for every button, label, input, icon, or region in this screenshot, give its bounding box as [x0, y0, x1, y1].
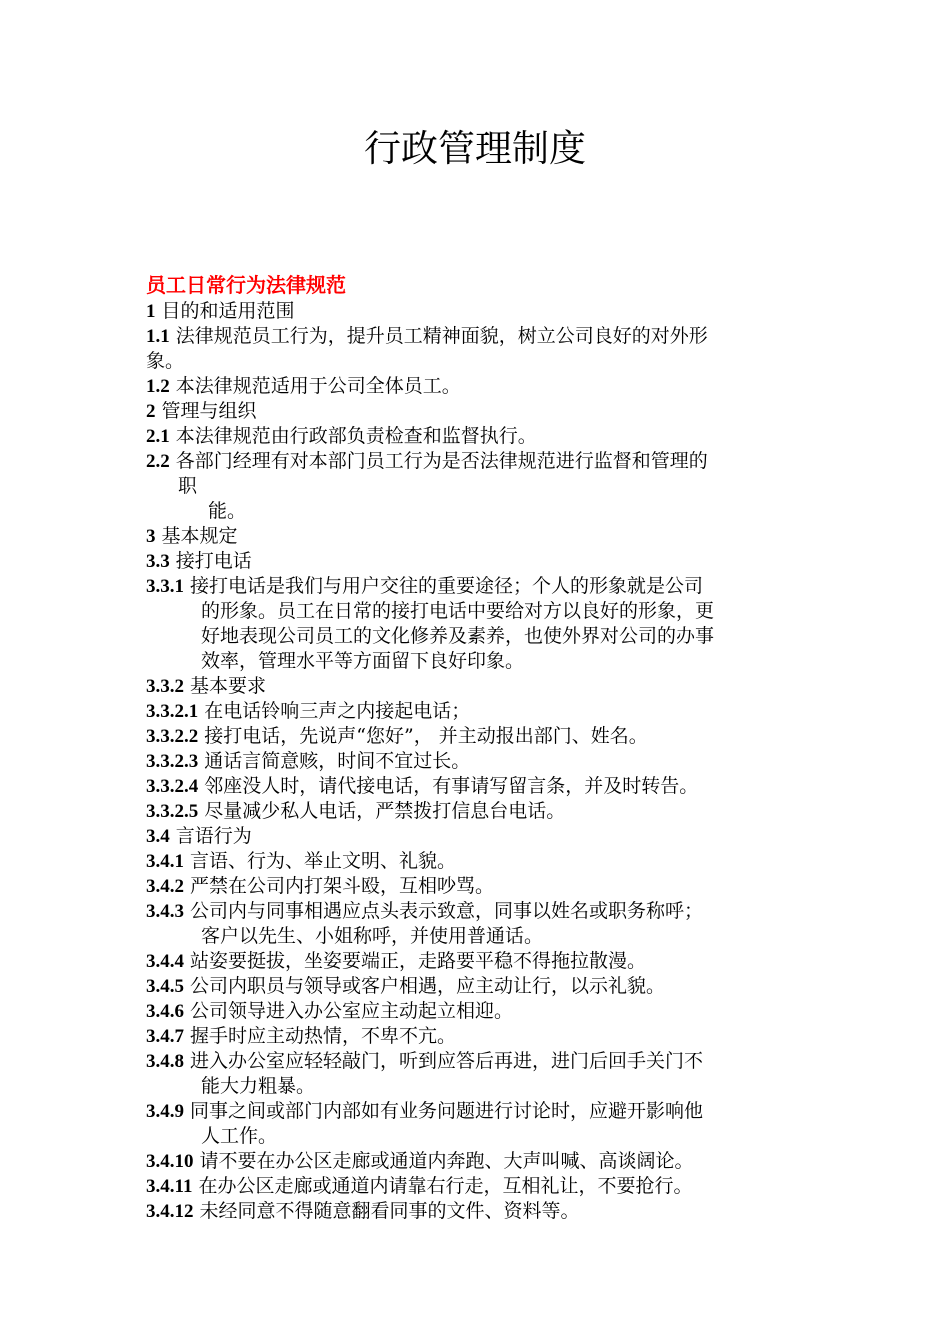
clause-3-4-8: 3.4.8 进入办公室应轻轻敲门，听到应答后再进，进门后回手关门不: [146, 1050, 704, 1072]
clause-3-4-12: 3.4.12 未经同意不得随意翻看同事的文件、资料等。: [146, 1200, 580, 1222]
heading-3: 3 基本规定: [146, 525, 238, 547]
section-title: 员工日常行为法律规范: [146, 273, 346, 297]
clause-3-4-1: 3.4.1 言语、行为、举止文明、礼貌。: [146, 850, 457, 872]
heading-3-3-2: 3.3.2 基本要求: [146, 675, 267, 697]
clause-3-4-7: 3.4.7 握手时应主动热情，不卑不亢。: [146, 1025, 457, 1047]
clause-1-2: 1.2 本法律规范适用于公司全体员工。: [146, 375, 461, 397]
clause-1-1-cont: 象。: [146, 350, 185, 372]
clause-3-3-2-2: 3.3.2.2 接打电话，先说声“您好”， 并主动报出部门、姓名。: [146, 725, 648, 747]
clause-3-4-5: 3.4.5 公司内职员与领导或客户相遇，应主动让行，以示礼貌。: [146, 975, 666, 997]
clause-3-4-10: 3.4.10 请不要在办公区走廊或通道内奔跑、大声叫喊、高谈阔论。: [146, 1150, 694, 1172]
clause-3-4-2: 3.4.2 严禁在公司内打架斗殴，互相吵骂。: [146, 875, 495, 897]
clause-3-4-8-cont: 能大力粗暴。: [201, 1075, 316, 1097]
clause-3-4-3: 3.4.3 公司内与同事相遇应点头表示致意，同事以姓名或职务称呼；: [146, 900, 704, 922]
heading-3-4: 3.4 言语行为: [146, 825, 252, 847]
clause-1-1: 1.1 法律规范员工行为，提升员工精神面貌，树立公司良好的对外形: [146, 325, 708, 347]
clause-3-3-2-3: 3.3.2.3 通话言简意赅，时间不宜过长。: [146, 750, 471, 772]
clause-3-3-1-cont3: 效率，管理水平等方面留下良好印象。: [201, 650, 525, 672]
clause-3-4-6: 3.4.6 公司领导进入办公室应主动起立相迎。: [146, 1000, 514, 1022]
heading-1: 1 目的和适用范围: [146, 300, 295, 322]
clause-2-1: 2.1 本法律规范由行政部负责检查和监督执行。: [146, 425, 537, 447]
clause-3-4-9: 3.4.9 同事之间或部门内部如有业务问题进行讨论时，应避开影响他: [146, 1100, 704, 1122]
clause-3-4-4: 3.4.4 站姿要挺拔，坐姿要端正，走路要平稳不得拖拉散漫。: [146, 950, 647, 972]
clause-2-2-cont2: 能。: [208, 500, 247, 522]
clause-3-3-2-1: 3.3.2.1 在电话铃响三声之内接起电话；: [146, 700, 471, 722]
clause-3-3-2-5: 3.3.2.5 尽量减少私人电话，严禁拨打信息台电话。: [146, 800, 566, 822]
clause-3-4-9-cont: 人工作。: [201, 1125, 278, 1147]
clause-3-3-1: 3.3.1 接打电话是我们与用户交往的重要途径；个人的形象就是公司: [146, 575, 704, 597]
clause-3-3-2-4: 3.3.2.4 邻座没人时，请代接电话，有事请写留言条，并及时转告。: [146, 775, 699, 797]
clause-3-3-1-cont1: 的形象。员工在日常的接打电话中要给对方以良好的形象，更: [201, 600, 715, 622]
clause-3-4-11: 3.4.11 在办公区走廊或通道内请靠右行走，互相礼让，不要抢行。: [146, 1175, 693, 1197]
clause-3-3-1-cont2: 好地表现公司员工的文化修养及素养，也使外界对公司的办事: [201, 625, 715, 647]
document-title: 行政管理制度: [364, 127, 586, 170]
heading-3-3: 3.3 接打电话: [146, 550, 252, 572]
clause-3-4-3-cont: 客户以先生、小姐称呼，并使用普通话。: [201, 925, 544, 947]
heading-2: 2 管理与组织: [146, 400, 257, 422]
clause-2-2-cont: 职: [178, 475, 198, 497]
clause-2-2: 2.2 各部门经理有对本部门员工行为是否法律规范进行监督和管理的: [146, 450, 708, 472]
